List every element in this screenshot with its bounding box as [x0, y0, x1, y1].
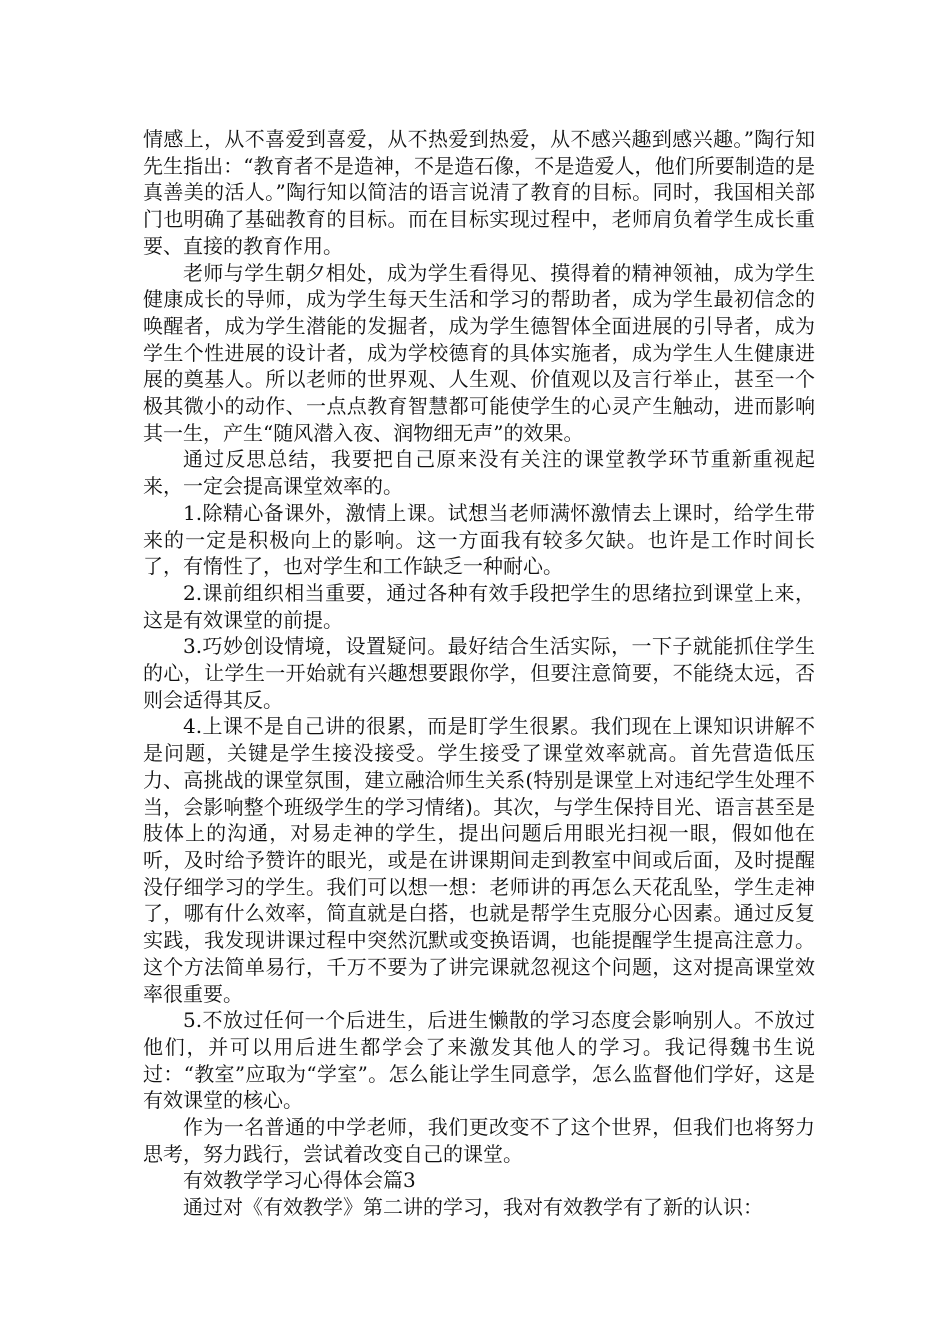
paragraph-10: 通过对《有效教学》第二讲的学习，我对有效教学有了新的认识： [183, 1195, 763, 1220]
paragraph-8: 5.不放过任何一个后进生，后进生懒散的学习态度会影响别人。不放过他们，并可以用后进生都学会了来激发其他人的学习。我记得魏书生说过：“教室”应取为“学室”。怎么能让学生同意学，怎么监督他们学好，这是有效课堂的核心。 [143, 1008, 815, 1113]
paragraph-9: 作为一名普通的中学老师，我们更改变不了这个世界，但我们也将努力思考，努力践行，尝试着改变自己的课堂。 [143, 1115, 815, 1166]
paragraph-2: 老师与学生朝夕相处，成为学生看得见、摸得着的精神领袖，成为学生健康成长的导师，成为学生每天生活和学习的帮助者，成为学生最初信念的唤醒者，成为学生潜能的发掘者，成为学生德智体全面进展的引导者，成为学生个性进展的设计者，成为学校德育的具体实施者，成为学生人生健康进展的奠基人。所以老师的世界观、人生观、价值观以及言行举止，甚至一个极其微小的动作、一点点教育智慧都可能使学生的心灵产生触动，进而影响其一生，产生“随风潜入夜、润物细无声”的效果。 [143, 260, 815, 445]
document-body [143, 126, 815, 1221]
section-heading: 有效教学学习心得体会篇3 [183, 1168, 416, 1193]
paragraph-6: 3.巧妙创设情境，设置疑问。最好结合生活实际，一下子就能抓住学生的心，让学生一开始就有兴趣想要跟你学，但要注意简要，不能绕太远，否则会适得其反。 [143, 634, 815, 712]
paragraph-4: 1.除精心备课外，激情上课。试想当老师满怀激情去上课时，给学生带来的一定是积极向上的影响。这一方面我有较多欠缺。也许是工作时间长了，有惰性了，也对学生和工作缺乏一种耐心。 [143, 500, 815, 579]
paragraph-7: 4.上课不是自己讲的很累，而是盯学生很累。我们现在上课知识讲解不是问题，关键是学生接没接受。学生接受了课堂效率就高。首先营造低压力、高挑战的课堂氛围，建立融洽师生关系(特别是课堂上对违纪学生处理不当，会影响整个班级学生的学习情绪)。其次，与学生保持目光、语言甚至是肢体上的沟通，对易走神的学生，提出问题后用眼光扫视一眼，假如他在听，及时给予赞许的眼光，或是在讲课期间走到教室中间或后面，及时提醒没仔细学习的学生。我们可以想一想：老师讲的再怎么天花乱坠，学生走神了，哪有什么效率，简直就是白搭，也就是帮学生克服分心因素。通过反复实践，我发现讲课过程中突然沉默或变换语调，也能提醒学生提高注意力。这个方法简单易行，千万不要为了讲完课就忽视这个问题，这对提高课堂效率很重要。 [143, 714, 815, 1006]
paragraph-3: 通过反思总结，我要把自己原来没有关注的课堂教学环节重新重视起来，一定会提高课堂效率的。 [143, 447, 815, 499]
paragraph-5: 2.课前组织相当重要，通过各种有效手段把学生的思绪拉到课堂上来，这是有效课堂的前提。 [143, 580, 815, 632]
paragraph-1: 情感上，从不喜爱到喜爱，从不热爱到热爱，从不感兴趣到感兴趣。”陶行知先生指出：“教育者不是造神，不是造石像，不是造爱人，他们所要制造的是真善美的活人。”陶行知以简洁的语言说清了教育的目标。同时，我国相关部门也明确了基础教育的目标。而在目标实现过程中，老师肩负着学生成长重要、直接的教育作用。 [143, 127, 815, 258]
